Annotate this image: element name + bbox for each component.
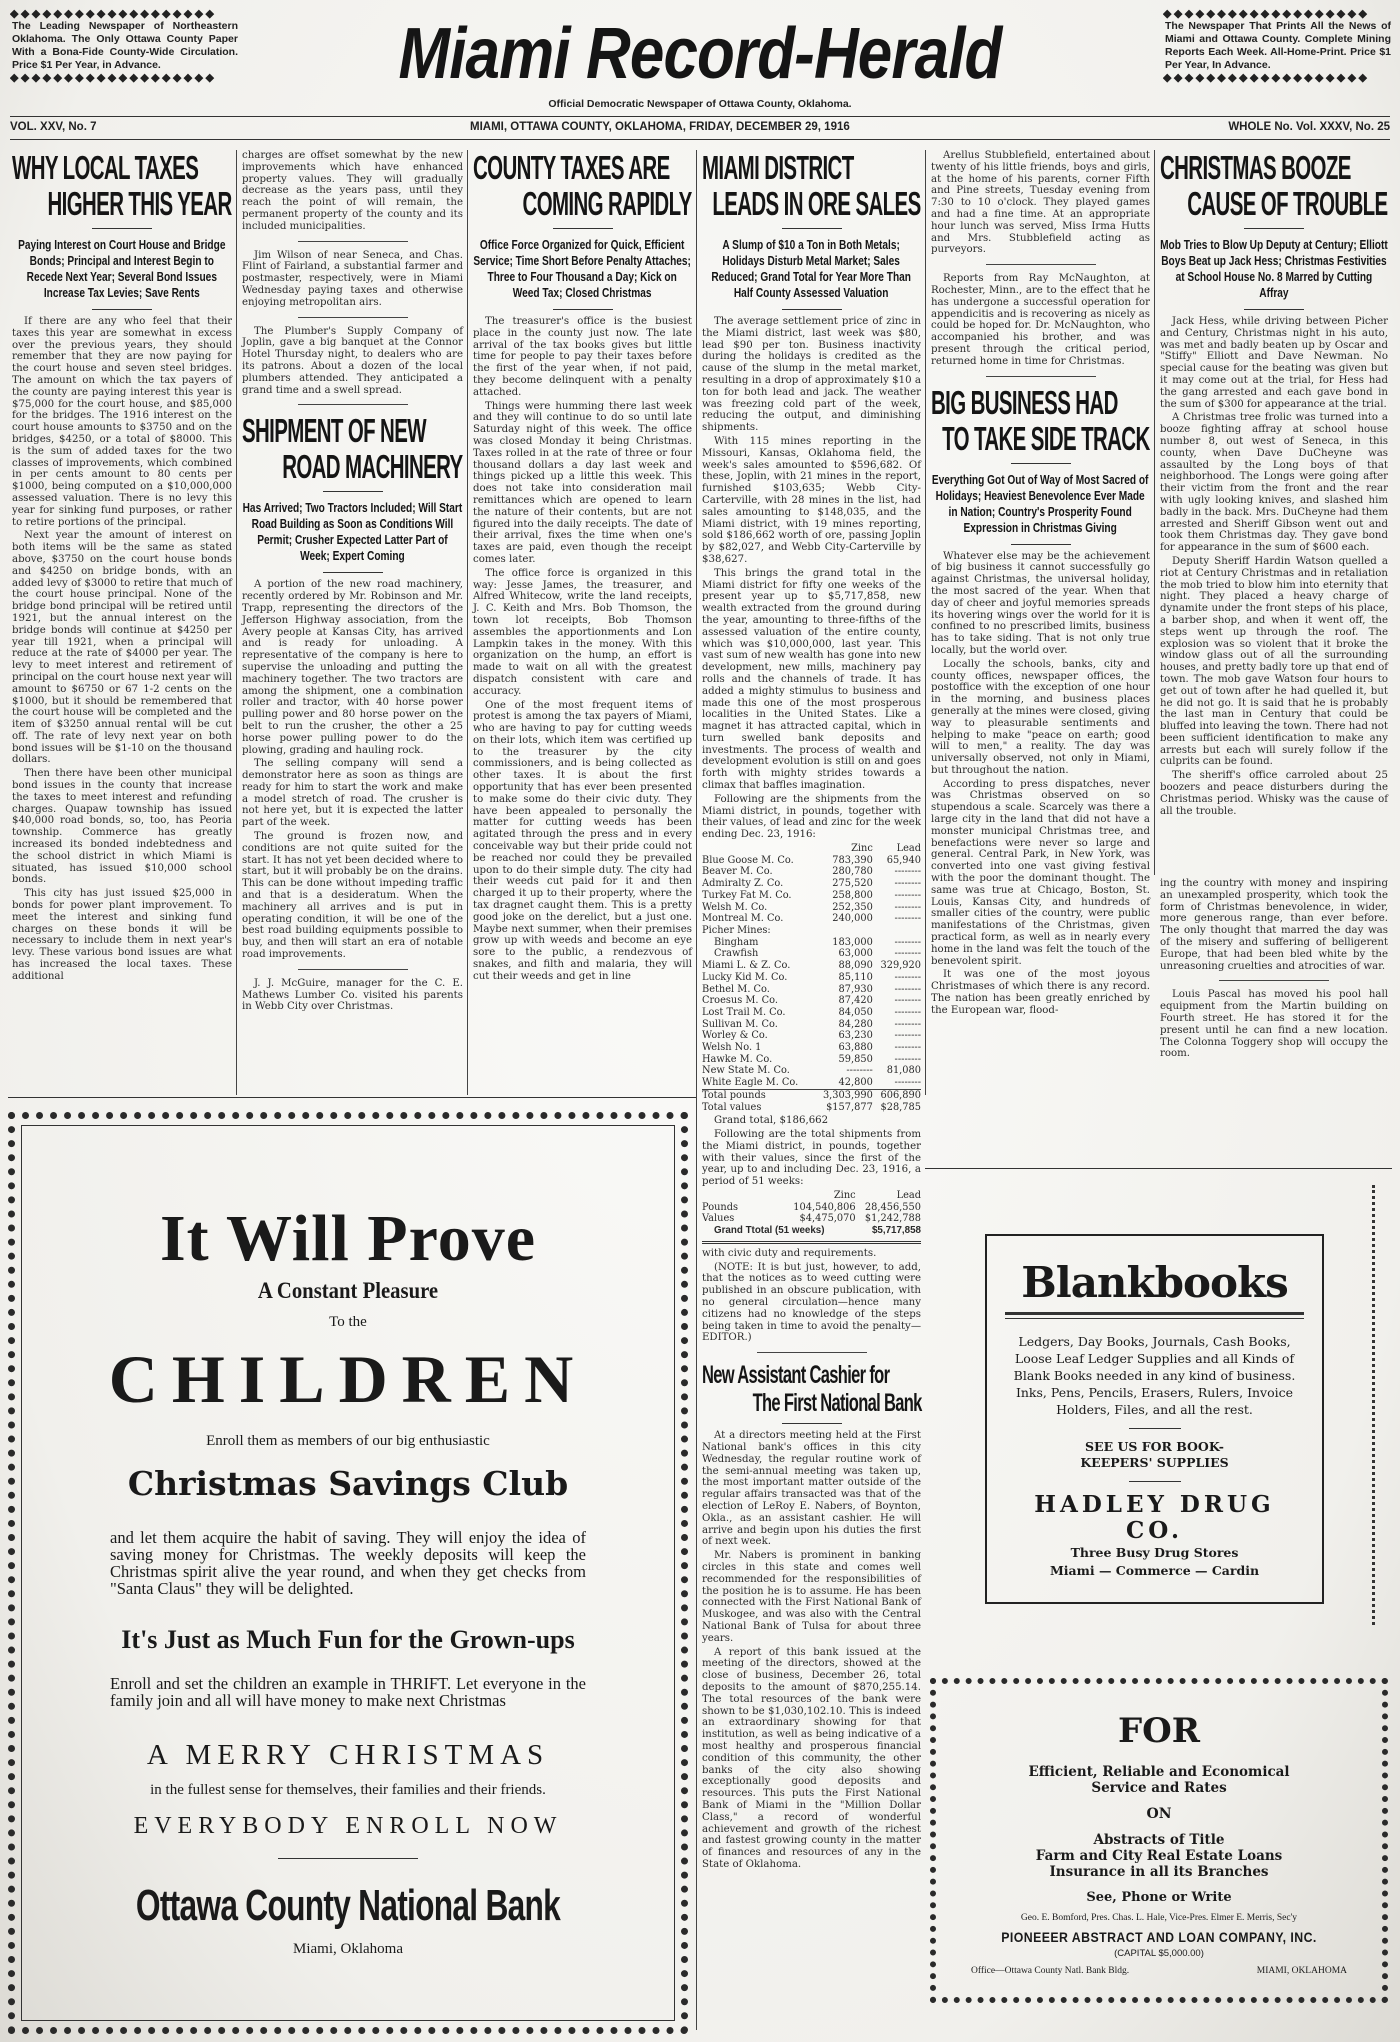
advertiser-name: Ottawa County National Bank	[135, 1881, 561, 1930]
ad-headline: EVERYBODY ENROLL NOW	[133, 1813, 563, 1839]
table-cell: --------	[894, 1053, 921, 1065]
table-cell: Admiralty Z. Co.	[702, 878, 784, 890]
table-row	[702, 1213, 921, 1225]
headline-line: COMING RAPIDLY	[522, 185, 692, 222]
headline-line: CAUSE OF TROUBLE	[1187, 185, 1388, 222]
table-cell: 88,090	[838, 960, 873, 972]
ad-text: Abstracts of Title	[1093, 1832, 1225, 1848]
table-cell: Bethel M. Co.	[702, 983, 770, 995]
table-cell: 104,540,806	[793, 1201, 856, 1213]
table-cell: --------	[894, 983, 921, 995]
ad-subhead: It's Just as Much Fun for the Grown-ups	[121, 1625, 575, 1654]
ad-text: Service and Rates	[1091, 1780, 1227, 1796]
table-cell: White Eagle M. Co.	[702, 1077, 799, 1089]
column-divider	[467, 150, 468, 1095]
table-row	[702, 925, 921, 937]
headline-line: CHRISTMAS BOOZE	[1160, 150, 1351, 186]
divider	[1011, 463, 1071, 464]
ad-subhead: A Constant Pleasure	[257, 1278, 439, 1303]
paragraph: The sheriff's office carroled about 25 boozers and peace disturbers during the Christmas period. Whisky was the cause of all the trouble.	[1160, 770, 1388, 817]
table-cell: Welsh No. 1	[702, 1042, 762, 1054]
headline-booze	[1160, 150, 1388, 222]
continued-block	[1156, 878, 1392, 1093]
table-cell: 85,110	[838, 971, 873, 983]
dateline: MIAMI, OTTAWA COUNTY, OKLAHOMA, FRIDAY, DECEMBER 29, 1916	[470, 121, 850, 133]
table-cell: Worley & Co.	[702, 1030, 768, 1042]
paragraph: J. J. McGuire, manager for the C. E. Mathews Lumber Co. visited his parents in Webb City over Christmas.	[242, 977, 463, 1013]
ad-locations: Miami — Commerce — Cardin	[1049, 1563, 1260, 1578]
column-divider	[696, 150, 697, 2030]
table-cell: $1,242,788	[864, 1213, 921, 1225]
table-header: Lead	[896, 843, 921, 855]
table-cell: --------	[894, 936, 921, 948]
paragraph: This brings the grand total in the Miami district for fifty one weeks of the present year up to $5,717,858, new wealth extracted from the ground during the year, amounting to three-fifths of the assessed valuation of the entire county, which was $10,000,000, last year. This vast sum of new wealth has gone into new development, new mills, machinery pay rolls and the channels of trade. It has added a mighty stimulus to business and made this one of the most prosperous localities in the United States. Like a magnet it has attracted capital, which in turn swelled bank deposits and investments. The process of wealth and development evolution is still on and goes forth with mighty strides towards a climax that baffles imagination.	[702, 567, 921, 792]
paragraph: Reports from Ray McNaughton, at Rochester, Minn., are to the effect that he has undergone a successful operation for appendicitis and is recovering as nicely as could be hoped for. Dr. McNaughton, who accompanied his brother, and was present through the critical period, returned home in time for Christmas.	[931, 273, 1151, 367]
ad-cta: KEEPERS' SUPPLIES	[1080, 1455, 1229, 1470]
table-cell: 87,420	[838, 995, 873, 1007]
left-ear-text: The Leading Newspaper of Northeastern Oklahoma. The Only Ottawa County Paper With a Bona-Fide County-Wide Circulation. Price $1 Per Year, in Advance.	[12, 20, 238, 71]
ear-dots-top: ◆◆◆◆◆◆◆◆◆◆◆◆◆◆◆◆◆◆◆	[10, 8, 217, 20]
deck-big-business: Everything Got Out of Way of Most Sacred of Holidays; Heaviest Benevolence Ever Made in Nation; Country's Prosperity Found Expression in Christmas Giving	[932, 471, 1149, 535]
table-cell: 63,880	[838, 1042, 873, 1054]
ad-capital: (CAPITAL $5,000.00)	[1114, 1948, 1204, 1959]
column-divider	[236, 150, 237, 1095]
decorative-border	[1372, 1185, 1375, 1625]
table-cell: --------	[894, 971, 921, 983]
ad-headline: Christmas Savings Club	[127, 1464, 569, 1503]
table-row	[702, 902, 921, 914]
paragraph: Deputy Sheriff Hardin Watson quelled a riot at Century Christmas and in retaliation the mob tried to blow him into eternity that night. They placed a heavy charge of dynamite under the front steps of his place, a barber shop, and when it went off, the steps went up through the roof. The explosion was so violent that it broke the window glass out of all the surrounding houses, and pretty badly tore up that end of town. The mob gave Watson four hours to get out of town after he had quelled it, but he did not go. It is said that he is probably the last man in Century that could be bluffed into leaving the town. There had not been sufficient identification to make any arrests but each will surely follow if the culprits can be found.	[1160, 555, 1388, 768]
table-cell: --------	[894, 889, 921, 901]
table-row	[702, 890, 921, 902]
right-ear-text: The Newspaper That Prints All the News of Miami and Ottawa County. Complete Mining Reports Each Week. All-Home-Print. Price $1 Per Year, In Advance.	[1165, 20, 1391, 71]
continued-text	[1160, 878, 1388, 1060]
table-row	[702, 1202, 921, 1214]
table-row	[702, 878, 921, 890]
ad-address	[936, 1966, 1382, 1976]
ad-paragraph: Ledgers, Day Books, Journals, Cash Books, Loose Leaf Ledger Supplies and all Kinds of Blank Books needed in any kind of business. Inks, Pens, Pencils, Erasers, Rulers, Invoice Holders, Files, and all the rest.	[1013, 1334, 1296, 1417]
ear-dots-bottom: ◆◆◆◆◆◆◆◆◆◆◆◆◆◆◆◆◆◆◆	[1163, 72, 1370, 84]
divider	[323, 572, 383, 573]
paragraph: The selling company will send a demonstrator here as soon as things are ready for him to start the work and make a model stretch of road. The crusher is not here yet, but it is expected the latter part of the week.	[242, 758, 463, 829]
table-cell: --------	[894, 866, 921, 878]
paragraph: Then there have been other municipal bond issues in the county that increase the taxes to meet interest and refunding charges. Quapaw township has issued $40,000 road bonds, so, too, has Peoria township. Commerce has greatly increased its bonded indebtedness and the school district in which Miami is situated, has issued $10,000 school bonds.	[12, 768, 232, 886]
table-cell: 84,280	[838, 1018, 873, 1030]
article-body-booze	[1160, 316, 1388, 817]
table-cell: Blue Goose M. Co.	[702, 854, 794, 866]
yearly-shipments-table	[702, 1190, 921, 1237]
table-cell: 28,456,550	[864, 1201, 921, 1213]
table-cell: Crawfish	[714, 948, 759, 960]
ad-services	[936, 1832, 1382, 1880]
table-header: Zinc	[833, 1190, 856, 1202]
newspaper-subtitle: Official Democratic Newspaper of Ottawa County, Oklahoma.	[548, 98, 852, 110]
paragraph: One of the most frequent items of protest is among the tax payers of Miami, who are having to pay for cutting weeds on their lots, which item was certified up to the treasurer by the city commissioners, and is being collected as other taxes. It is about the first opportunity that has ever been presented to make some do their civic duty. They have been appealed to personally the matter for cutting weeds has been agitated through the press and in every conceivable way but their pride could not be reached nor could they be prevailed upon to do their simple duty. The city had their weeds cut paid for it and then charged it up to their property, where the tax dragnet caught them. This is a pretty good joke on the derelict, but a just one. Maybe next summer, when their premises grow up with weeds and become an eye sore to the public, a rendezvous of snakes, and filth and malaria, they will cut their weeds and get in line	[473, 699, 692, 982]
table-cell: 258,800	[832, 889, 873, 901]
table-cell: Welsh M. Co.	[702, 901, 768, 913]
table-cell: 252,350	[832, 901, 873, 913]
paragraph: A Christmas tree frolic was turned into a booze fighting affray at school house number 8, out west of Seneca, in this county, when Dave DuCheyne was assaulted by the Long boys of that neighborhood. The Longs were going after their victim from the front and the rear with ugly looking knives, and slashed him badly in the back. Mrs. DuCheyne had them arrested and Sheriff Gibson went out and took them Christmas day. They gave bond for appearance in the sum of $600 each.	[1160, 412, 1388, 554]
column-divider	[1154, 150, 1155, 875]
table-cell: $157,877	[826, 1101, 873, 1113]
grand-total-week	[702, 1115, 921, 1188]
divider	[278, 1858, 418, 1859]
paragraph: The treasurer's office is the busiest place in the county just now. The late arrival of the tax books gives but little time for people to pay their taxes before the first of the year when, if not paid, they become delinquent with a penalty attached.	[473, 316, 692, 398]
local-items	[931, 150, 1150, 377]
divider	[298, 404, 408, 405]
article-body-cashier	[702, 1430, 921, 1870]
paragraph: A portion of the new road machinery, recently ordered by Mr. Robinson and Mr. Trapp, representing the directors of the Jefferson Highway association, from the Avery people at Kansas City, has arrived and is ready for unloading. A representative of the company is here to supervise the unloading and putting the machinery together. The two tractors are among the shipment, one a combination roller and tractor, with 40 horse power pulling power and 80 horse power on the belt to run the crusher, the other a 25 horse power pulling power to do the plowing, grading and hauling rock.	[242, 579, 463, 756]
headline-line: New Assistant Cashier for	[702, 1361, 890, 1390]
paragraph: Arellus Stubblefield, entertained about twenty of his little friends, boys and girls, at the home of his parents, corner Fifth and Pine streets, Tuesday evening from 7:30 to 10 o'clock. They played games and had a fine time. At an appropriate hour lunch was served, Miss Irma Hutts and Mrs. Stubblefield acting as purveyors.	[931, 150, 1150, 256]
headline-line: MIAMI DISTRICT	[702, 150, 854, 186]
table-row	[702, 1077, 921, 1089]
paragraph: Jack Hess, while driving between Picher and Century, Christmas night in his auto, was met and badly beaten up by Oscar and "Stiffy" Elliott and Dave Newman. No special cause for the beating was given but it may come out at the trial, for Hess had the gang arrested and each gave bond in the sum of $300 for appearance at the trial.	[1160, 316, 1388, 410]
paragraph: Mr. Nabers is prominent in banking circles in this state and comes well recommended for the responsibilities of the position he is to assume. He has been connected with the First National Bank of Muskogee, and was also with the Central National Bank of Tulsa for about three years.	[702, 1550, 921, 1644]
table-cell: --------	[894, 913, 921, 925]
paragraph: Whatever else may be the achievement of big business it cannot successfully go against Christmas, the universal holiday, the most sacred of the year. When that day of cheer and joyful memories spreads its hovering wings over the world for it is confined to no prescribed limits, business has to take siding. That is not only true locally, but the world over.	[931, 550, 1150, 656]
article-body-county-taxes	[473, 316, 692, 983]
table-cell	[873, 925, 921, 937]
paragraph: ing the country with money and inspiring an unexampled prosperity, which took the form of Christmas benevolence, in wider, more generous range, than ever before. The only thought that marred the day was of the misery and suffering of belligerent Europe, that had been bled white by the unreasoning cruelties and atrocities of war.	[1160, 878, 1388, 972]
article-body-weed-note	[702, 1248, 921, 1344]
paragraph: Following are the total shipments from the Miami district, in pounds, together with their values, since the first of the year, up to and including Dec. 23, 1916, a period of 51 weeks:	[702, 1129, 921, 1188]
table-cell: New State M. Co.	[702, 1065, 790, 1077]
deck-ore-sales: A Slump of $10 a Ton in Both Metals; Holidays Disturb Metal Market; Sales Reduced; Grand Total for Year More Than Half County Assessed Valuation	[711, 237, 912, 300]
headline-line: ROAD MACHINERY	[282, 448, 463, 486]
pioneer-abstract-advertisement	[930, 1678, 1388, 2003]
paragraph: According to press dispatches, never was Christmas observed on so stupendous a scale. Scarcely was there a large city in the land that did not have a monster municipal Christmas tree, and benefactions were never so large and general. Central Park, in New York, was converted into one vast giving festival with the poor the dominant thought. The same was true at Chicago, Boston, St. Louis, Kansas City, and hundreds of smaller cities of the country, were public manifestations of the Christmas, given practical form, as well as in nearly every home in the land was felt the touch of the benevolent spirit.	[931, 778, 1150, 967]
table-cell: Bingham	[714, 936, 759, 948]
table-cell: 240,000	[832, 913, 873, 925]
table-cell: Values	[702, 1213, 735, 1225]
ad-headline: Blankbooks	[1021, 1258, 1288, 1307]
divider	[92, 309, 152, 310]
table-cell: 606,890	[873, 1089, 921, 1101]
table-cell: --------	[894, 1018, 921, 1030]
table-cell: --------	[894, 878, 921, 890]
paragraph: Locally the schools, banks, city and county offices, newspaper offices, the postoffice with the exception of one hour in the morning, and business places generally at the mines were closed, giving way to pleasurable sentiments and helping to make "peace on earth; good will to men," a reality. The day was universally observed, not only in Miami, but throughout the nation.	[931, 658, 1151, 776]
table-cell: Lucky Kid M. Co.	[702, 971, 788, 983]
ad-headline: FOR	[1117, 1711, 1200, 1751]
table-header-row	[702, 843, 921, 855]
table-row	[702, 1065, 921, 1077]
table-row	[702, 937, 921, 949]
table-cell: Lost Trail M. Co.	[702, 1006, 786, 1018]
table-header	[702, 1190, 788, 1202]
table-cell: Turkey Fat M. Co.	[702, 889, 792, 901]
paragraph: It was one of the most joyous Christmases of which there is any record. The nation has been greatly enriched by the European war, flood-	[931, 969, 1150, 1016]
paragraph: The office force is organized in this way: Jesse James, the treasurer, and Alfred Whitecow, write the land receipts, J. C. Keith and Mrs. Bob Thomson, the town lot receipts, Bob Thomson assembles the apportionments and Lon Lampkin takes in the money. With this organization on the hump, an effort is made to wait on all with the greatest dispatch consistent with care and accuracy.	[473, 567, 692, 697]
paragraph: The Plumber's Supply Company of Joplin, gave a big banquet at the Connor Hotel Thursday night, to dealers who are its patrons. About a dozen of the local plumbers attended. They anticipated a grand time and a swell spread.	[242, 325, 463, 396]
table-row	[702, 995, 921, 1007]
article-body-road-machinery	[242, 579, 463, 1013]
article-body-ore-sales	[702, 316, 921, 841]
table-cell	[820, 925, 873, 937]
headline-line: TO TAKE SIDE TRACK	[942, 419, 1150, 457]
table-cell: 329,920	[880, 960, 921, 972]
section-rule	[8, 1097, 696, 1098]
headline-road-machinery	[242, 413, 463, 485]
column-4	[698, 150, 925, 2030]
table-cell: --------	[894, 1042, 921, 1054]
paragraph: (NOTE: It is but just, however, to add, that the notices as to weed cutting were published in an obscure publication, with no general circulation—hence many citizens had no knowledge of the steps being taken in time to avoid the penalty—EDITOR.)	[702, 1261, 921, 1344]
table-cell: 280,780	[832, 866, 873, 878]
ad-tagline: Three Busy Drug Stores	[1070, 1545, 1239, 1560]
table-row	[702, 972, 921, 984]
column-3	[469, 150, 696, 1095]
table-row	[702, 913, 921, 925]
left-ear-box	[10, 8, 240, 84]
table-cell: $28,785	[880, 1101, 921, 1113]
paragraph: This city has just issued $25,000 in bonds for power plant improvement. To meet the interest and sinking fund charges on these bonds it will be necessary to include them in next year's levy. These various bond issues are what has increased the local taxes. These additional	[12, 888, 232, 982]
table-header	[702, 843, 820, 855]
column-1	[8, 150, 236, 1095]
blankbooks-advertisement	[985, 1234, 1324, 1604]
table-cell: 84,050	[838, 1006, 873, 1018]
table-cell: 183,000	[832, 936, 873, 948]
double-rule	[1005, 1312, 1304, 1319]
headline-big-business	[931, 385, 1150, 457]
newspaper-title: Miami Record-Herald	[398, 14, 1002, 94]
table-cell: Hawke M. Co.	[702, 1053, 773, 1065]
table-cell: Sullivan M. Co.	[702, 1018, 778, 1030]
paragraph: Grand total, $186,662	[714, 1115, 829, 1127]
table-row	[702, 1054, 921, 1066]
headline-county-taxes	[473, 150, 692, 222]
table-cell: 59,850	[838, 1053, 873, 1065]
divider	[986, 264, 1096, 265]
divider	[1129, 1481, 1181, 1482]
ad-headline: It Will Prove	[160, 1202, 536, 1275]
divider	[553, 228, 613, 229]
headline-line: WHY LOCAL TAXES	[12, 150, 199, 186]
table-row	[702, 984, 921, 996]
divider	[782, 309, 842, 310]
ad-text: Efficient, Reliable and Economical	[1028, 1764, 1290, 1780]
ad-headline: A MERRY CHRISTMAS	[146, 1739, 550, 1771]
table-cell: 63,000	[838, 948, 873, 960]
headline-line: BIG BUSINESS HAD	[931, 383, 1118, 421]
table-row	[702, 1019, 921, 1031]
paragraph: A report of this bank issued at the meeting of the directors, showed at the close of business, December 26, total deposits to the amount of $870,255.14. The total resources of the bank were shown to be $1,030,102.10. This is indeed an extraordinary showing for that institution, as well as being indicative of a most healthy and prosperous financial condition of this community, the other banks of the city also showing exceptionally good deposits and resources. This puts the First National Bank of Miami in the "Million Dollar Class," a record of wonderful achievement and growth of the richest and fastest growing county in the matter of finances and resources of any in the State of Oklahoma.	[702, 1646, 921, 1870]
table-cell: 42,800	[838, 1077, 873, 1089]
ad-subhead	[936, 1764, 1382, 1796]
headline-line: The First National Bank	[752, 1389, 922, 1418]
deck-county-taxes: Office Force Organized for Quick, Efficient Service; Time Short Before Penalty Attaches; Three to Four Thousand a Day; Kick on Weed Tax; Closed Christmas	[473, 237, 692, 300]
table-cell: --------	[894, 1077, 921, 1089]
table-row	[702, 1042, 921, 1054]
ad-text: Enroll them as members of our big enthusiastic	[206, 1433, 490, 1449]
article-body-local-taxes	[12, 316, 232, 983]
paragraph: with civic duty and requirements.	[702, 1247, 877, 1259]
table-cell: --------	[894, 1006, 921, 1018]
table-cell: Croesus M. Co.	[702, 995, 778, 1007]
divider	[298, 241, 408, 242]
ad-text: ON	[1146, 1806, 1172, 1822]
column-2	[238, 150, 467, 1095]
paragraph: Jim Wilson of near Seneca, and Chas. Flint of Fairland, a substantial farmer and postmaster, respectively, were in Miami Wednesday paying taxes and otherwise enjoying metropolitan airs.	[242, 249, 463, 308]
table-cell: Total pounds	[702, 1089, 820, 1101]
ad-office: Office—Ottawa County Natl. Bank Bldg.	[971, 1966, 1130, 1976]
table-row-grand-total	[702, 1225, 921, 1237]
paragraph: Things were humming there last week and they will continue to do so until late Saturday night of this week. The office was closed Monday it being Christmas. Taxes rolled in at the rate of three or four thousand dollars a day last week and things picked up a little this week. This does not take into consideration mail remittances which are opened to learn the nature of their contents, but are not figured into the daily receipts. The date of their arrival, fixes the time when one's taxes are paid, even though the receipt comes later.	[473, 400, 692, 565]
headline-local-taxes	[12, 150, 232, 222]
table-cell: 783,390	[832, 854, 873, 866]
advertiser-name: HADLEY DRUG CO.	[1034, 1491, 1275, 1544]
divider	[1011, 544, 1071, 545]
divider	[782, 228, 842, 229]
table-cell: 275,520	[832, 878, 873, 890]
paragraph: With 115 mines reporting in the Missouri, Kansas, Oklahoma field, the week's sales amounted to $596,682. Of these, Joplin, with 21 mines in the report, furnished $103,635; Webb City-Carterville, with 28 mines in the list, had sales amounting to $148,035, and the Miami district, with 19 mines reporting, sold $186,662 worth of ore, passing Joplin by $82,027, and Webb City-Carterville by $38,627.	[702, 435, 921, 565]
table-cell: Total values	[702, 1101, 762, 1113]
advertiser-name: PIONEEER ABSTRACT AND LOAN COMPANY, INC.	[1001, 1929, 1317, 1945]
table-row	[702, 1030, 921, 1042]
table-cell: Miami L. & Z. Co.	[702, 960, 791, 972]
ad-city: MIAMI, OKLAHOMA	[1256, 1966, 1347, 1976]
table-cell: --------	[846, 1065, 873, 1077]
divider	[298, 317, 408, 318]
masthead-rule-top	[10, 116, 1390, 117]
divider	[1244, 309, 1304, 310]
table-cell: Picher Mines:	[702, 924, 771, 936]
article-body-continued	[242, 150, 463, 405]
headline-line: SHIPMENT OF NEW	[242, 412, 426, 450]
column-divider	[925, 150, 926, 1095]
paragraph: The average settlement price of zinc in the Miami district, last week was $80, lead $90 per ton. Business inactivity during the holidays is credited as the cause of the slump in the metal market, resulting in a drop of approximately $10 a ton for both lead and jack. The weather was freezing cold part of the week, reducing the output, and diminishing shipments.	[702, 316, 921, 434]
headline-ore-sales	[702, 150, 921, 222]
table-row	[702, 960, 921, 972]
paragraph: If there are any who feel that their taxes this year are somewhat in excess over the previous years, they should remember that they are now paying for the court house and seven steel bridges. The amount on which the tax payers of the county are paying interest this year is $75,000 for the court house, and $85,000 for the bridges. The 1916 interest on the court house amounts to $3750 and on the bridges, $4250, or a total of $8000. This is the sum of added taxes for the two classes of improvements, which combined in per cents amount to 80 cents per $1000, being computed on a $10,000,000 assessed valuation. There is no levy this year for sinking fund purposes, or rather to retire portions of the principal.	[12, 316, 232, 528]
table-cell: 81,080	[886, 1065, 921, 1077]
ad-text: Insurance in all its Branches	[1049, 1864, 1269, 1880]
headline-cashier	[702, 1361, 922, 1417]
divider	[1219, 980, 1329, 981]
headline-line: COUNTY TAXES ARE	[473, 150, 670, 186]
ear-dots-top: ◆◆◆◆◆◆◆◆◆◆◆◆◆◆◆◆◆◆◆	[1163, 8, 1370, 20]
table-row-total	[702, 1102, 921, 1114]
divider	[986, 376, 1096, 377]
table-cell: --------	[894, 901, 921, 913]
ottawa-bank-advertisement	[8, 1112, 688, 2034]
divider	[702, 1241, 921, 1244]
table-cell: 65,940	[886, 854, 921, 866]
ad-headline: CHILDREN	[108, 1341, 588, 1417]
table-header: Lead	[896, 1190, 921, 1202]
ad-text: Farm and City Real Estate Loans	[1035, 1848, 1283, 1864]
table-cell: --------	[894, 1030, 921, 1042]
table-cell: 3,303,990	[820, 1089, 873, 1101]
right-ear-box	[1163, 8, 1393, 84]
table-cell: --------	[894, 995, 921, 1007]
masthead-rule-bottom	[10, 139, 1390, 140]
headline-line: LEADS IN ORE SALES	[712, 185, 921, 222]
ad-inner-frame	[21, 1125, 675, 2021]
paragraph: Next year the amount of interest on both items will be the same as stated above, $3750 on the court house bonds and $4250 on bridge bonds, with an added levy of $3000 to retire that much of the court house principal. None of the bridge bond principal will be retired until 1921, but the annual interest on the bridge bonds will continue at $4250 per year till 1921, when a principal will reduce at the rate of $4000 per year. The levy to meet interest and retirement of principal on the court house next year will amount to $6750 or 67 1-2 cents on the $1000, but it should be remembered that the court house will be completed and the item of $3250 annual rental will be cut off. The rate of levy next year on both bond issues will be $1-10 on the thousand dollars.	[12, 530, 232, 766]
column-5	[927, 150, 1154, 1095]
section-rule	[925, 1168, 1392, 1169]
table-cell: Pounds	[702, 1201, 739, 1213]
table-row	[702, 866, 921, 878]
divider	[782, 1423, 842, 1424]
headline-line: HIGHER THIS YEAR	[47, 185, 232, 222]
table-cell: 87,930	[838, 983, 873, 995]
ad-paragraph: Enroll and set the children an example in THRIFT. Let everyone in the family join and all will have money to make next Christmas	[110, 1674, 586, 1710]
paragraph: charges are offset somewhat by the new improvements which have enhanced property values. They will gradually decrease as the years pass, until they reach the point of will remain, the permanent property of the county and its included municipalities.	[242, 150, 463, 232]
divider	[323, 491, 383, 492]
divider	[298, 969, 408, 970]
table-header: Zinc	[851, 843, 873, 855]
deck-booze: Mob Tries to Blow Up Deputy at Century; Elliott Boys Beat up Jack Hess; Christmas Festivities at School House No. 8 Marred by Cutting Affray	[1160, 237, 1388, 300]
whole-number: WHOLE No. Vol. XXXV, No. 25	[1228, 121, 1390, 133]
divider	[92, 228, 152, 229]
paragraph: At a directors meeting held at the First National bank's offices in this city Wednesday, the regular routine work of the semi-annual meeting was taken up, the most important matter outside of the regular affairs transacted was that of the election of LeRoy E. Nabers, of Boynton, Okla., as an assistant cashier. He will arrive and begin upon his duties the first of next week.	[702, 1430, 921, 1548]
weekly-shipments-table	[702, 843, 921, 1113]
ad-cta: SEE US FOR BOOK-	[1085, 1439, 1224, 1454]
table-cell: Beaver M. Co.	[702, 866, 773, 878]
volume-number: VOL. XXV, No. 7	[10, 121, 97, 133]
paragraph: Louis Pascal has moved his pool hall equipment from the Martin building on Fourth street. He has stored it for the present until he can find a new location. The Colonna Toggery shop will occupy the room.	[1160, 989, 1388, 1060]
deck-road-machinery: Has Arrived; Two Tractors Included; Will Start Road Building as Soon as Conditions Will Permit; Crusher Expected Latter Part of Week; Expert Coming	[242, 500, 463, 564]
table-row	[702, 855, 921, 867]
table-cell: Montreal M. Co.	[702, 913, 784, 925]
divider	[553, 309, 613, 310]
table-row	[702, 948, 921, 960]
table-header-row	[702, 1190, 921, 1202]
paragraph: The ground is frozen now, and conditions are not quite suited for the start. It has not yet been decided where to start, but it will probably be on the drains. This can be done without impeding traffic and that is a desideratum. When the machinery all arrives and is put in operating condition, it will be one of the best road building equipments possible to buy, and then will start an era of notable road improvements.	[242, 831, 463, 961]
divider	[1129, 1428, 1181, 1429]
dateline-bar	[10, 121, 1390, 137]
divider	[1244, 228, 1304, 229]
ad-text: To the	[329, 1314, 367, 1330]
table-cell: 63,230	[838, 1030, 873, 1042]
article-body-big-business	[931, 551, 1150, 1017]
table-cell: $4,475,070	[799, 1213, 856, 1225]
table-cell: Grand Ttotal (51 weeks)	[714, 1225, 825, 1237]
table-row-total	[702, 1089, 921, 1101]
ad-cta: See, Phone or Write	[1086, 1890, 1232, 1905]
ad-text: in the fullest sense for themselves, their families and their friends.	[150, 1782, 546, 1798]
paragraph: Following are the shipments from the Miami district, in pounds, together with their values, of lead and zinc for the week ending Dec. 23, 1916:	[702, 793, 921, 841]
divider	[757, 1352, 867, 1353]
table-cell: --------	[894, 948, 921, 960]
ad-officers: Geo. E. Bomford, Pres. Chas. L. Hale, Vice-Pres. Elmer E. Merris, Sec'y	[1020, 1913, 1298, 1923]
advertiser-location: Miami, Oklahoma	[293, 1941, 403, 1957]
ear-dots-bottom: ◆◆◆◆◆◆◆◆◆◆◆◆◆◆◆◆◆◆◆	[10, 72, 217, 84]
table-cell: $5,717,858	[871, 1225, 921, 1237]
deck-local-taxes: Paying Interest on Court House and Bridge Bonds; Principal and Interest Begin to Recede Next Year; Several Bond Issues Increase Tax Levies; Save Rents	[18, 237, 226, 300]
table-row	[702, 1007, 921, 1019]
ad-paragraph: and let them acquire the habit of saving. They will enjoy the idea of saving money for Christmas. The weekly deposits will keep the Christmas spirit alive the year round, and when they get checks from "Santa Claus" they will be delighted.	[110, 1528, 586, 1598]
